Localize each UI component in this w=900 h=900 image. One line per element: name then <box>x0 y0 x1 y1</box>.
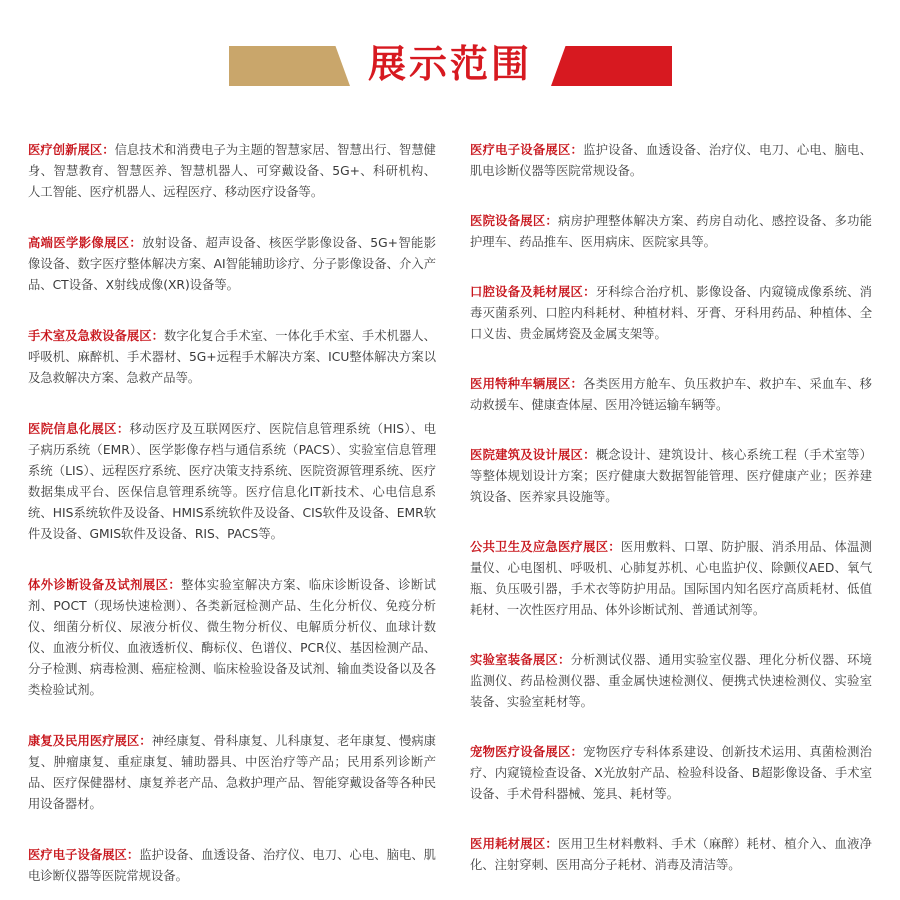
zone-entry <box>470 834 872 876</box>
zone-description: 医用敷料、口罩、防护服、消杀用品、体温测量仪、心电图机、呼吸机、心肺复苏机、心电监护仪、除颤仪AED、氧气瓶、负压吸引器，手术衣等防护用品。国际国内知名医疗高质耗材、低值耗材、一次性医疗用品、体外诊断试剂、普通试剂等。 <box>470 540 872 617</box>
zone-description: 概念设计、建筑设计、核心系统工程（手术室等）等整体规划设计方案；医疗健康大数据智能管理、医疗健康产业；医养建筑设备、医养家具设施等。 <box>470 448 872 504</box>
left-column <box>28 140 436 887</box>
zone-label: 手术室及急救设备展区： <box>28 329 165 343</box>
zone-label: 体外诊断设备及试剂展区： <box>28 578 182 592</box>
zone-label: 医疗电子设备展区： <box>28 848 140 862</box>
zone-entry <box>470 140 872 182</box>
zone-entry <box>470 742 872 805</box>
zone-description: 各类医用方舱车、负压救护车、救护车、采血车、移动救援车、健康查体屋、医用冷链运输车辆等。 <box>470 377 872 412</box>
zone-entry <box>28 419 436 545</box>
zone-entry <box>470 282 872 345</box>
zone-label: 医用耗材展区： <box>470 837 558 851</box>
zone-entry <box>28 731 436 815</box>
right-column <box>470 140 872 876</box>
zone-description: 监护设备、血透设备、治疗仪、电刀、心电、脑电、肌电诊断仪器等医院常规设备。 <box>28 848 436 883</box>
zone-label: 医疗电子设备展区： <box>470 143 584 157</box>
zone-label: 医用特种车辆展区： <box>470 377 584 391</box>
zone-description: 整体实验室解决方案、临床诊断设备、诊断试剂、POCT（现场快速检测）、各类新冠检测产品、生化分析仪、免疫分析仪、细菌分析仪、尿液分析仪、微生物分析仪、电解质分析仪、血球计数仪、血液分析仪、血液透析仪、酶标仪、色谱仪、PCR仪、基因检测产品、分子检测、病毒检测、癌症检测、临床检验设备及试剂、输血类设备以及各类检验试剂。 <box>28 578 436 697</box>
zone-description: 医用卫生材料敷料、手术（麻醉）耗材、植介入、血液净化、注射穿刺、医用高分子耗材、消毒及清洁等。 <box>470 837 872 872</box>
red-decor-bar <box>551 46 672 86</box>
zone-entry <box>28 233 436 296</box>
zone-entry <box>28 575 436 701</box>
zone-entry <box>28 845 436 887</box>
zone-description: 宠物医疗专科体系建设、创新技术运用、真菌检测治疗、内窥镜检查设备、X光放射产品、检验科设备、B超影像设备、手术室设备、手术骨科器械、笼具、耗材等。 <box>470 745 872 801</box>
zone-description: 信息技术和消费电子为主题的智慧家居、智慧出行、智慧健身、智慧教育、智慧医养、智慧机器人、可穿戴设备、5G+、科研机构、人工智能、医疗机器人、远程医疗、移动医疗设备等。 <box>28 143 436 199</box>
zone-entry <box>28 140 436 203</box>
zone-description: 分析测试仪器、通用实验室仪器、理化分析仪器、环境监测仪、药品检测仪器、重金属快速检测仪、便携式快速检测仪、实验室装备、实验室耗材等。 <box>470 653 872 709</box>
zone-entry <box>470 650 872 713</box>
zone-label: 高端医学影像展区： <box>28 236 143 250</box>
zone-label: 宠物医疗设备展区： <box>470 745 584 759</box>
zone-label: 公共卫生及应急医疗展区： <box>470 540 621 554</box>
zone-description: 数字化复合手术室、一体化手术室、手术机器人、呼吸机、麻醉机、手术器材、5G+远程手术解决方案、ICU整体解决方案以及急救解决方案、急救产品等。 <box>28 329 436 385</box>
zone-description: 监护设备、血透设备、治疗仪、电刀、心电、脑电、肌电诊断仪器等医院常规设备。 <box>470 143 872 178</box>
zone-description: 牙科综合治疗机、影像设备、内窥镜成像系统、消毒灭菌系列、口腔内科耗材、种植材料、牙膏、牙科用药品、种植体、全口义齿、贵金属烤瓷及金属支架等。 <box>470 285 872 341</box>
zone-label: 康复及民用医疗展区： <box>28 734 152 748</box>
page-title: 展示范围 <box>367 42 532 86</box>
header-banner <box>0 0 900 110</box>
zone-label: 医疗创新展区： <box>28 143 115 157</box>
zone-label: 医院信息化展区： <box>28 422 130 436</box>
zone-description: 放射设备、超声设备、核医学影像设备、5G+智能影像设备、数字医疗整体解决方案、AI智能辅助诊疗、分子影像设备、介入产品、CT设备、X射线成像(XR)设备等。 <box>28 236 436 292</box>
zone-entry <box>28 326 436 389</box>
zone-label: 医院建筑及设计展区： <box>470 448 596 462</box>
zone-label: 口腔设备及耗材展区： <box>470 285 596 299</box>
zone-entry <box>470 374 872 416</box>
zone-description: 病房护理整体解决方案、药房自动化、感控设备、多功能护理车、药品推车、医用病床、医院家具等。 <box>470 214 872 249</box>
gold-decor-bar <box>229 46 350 86</box>
zone-entry <box>470 445 872 508</box>
zone-description: 神经康复、骨科康复、儿科康复、老年康复、慢病康复、肿瘤康复、重症康复、辅助器具、中医治疗等产品；民用系列诊断产品、医疗保健器材、康复养老产品、急救护理产品、智能穿戴设备等各种民用设备器材。 <box>28 734 436 811</box>
zone-entry <box>470 211 872 253</box>
zone-description: 移动医疗及互联网医疗、医院信息管理系统（HIS）、电子病历系统（EMR）、医学影像存档与通信系统（PACS）、实验室信息管理系统（LIS）、远程医疗系统、医疗决策支持系统、医院资源管理系统、医疗数据集成平台、医保信息管理系统等。医疗信息化IT新技术、心电信息系统、HIS系统软件及设备、HMIS系统软件及设备、CIS软件及设备、EMR软件及设备、GMIS软件及设备、RIS、PACS等。 <box>28 422 436 541</box>
zone-entry <box>470 537 872 621</box>
zone-label: 医院设备展区： <box>470 214 558 228</box>
zone-label: 实验室装备展区： <box>470 653 571 667</box>
